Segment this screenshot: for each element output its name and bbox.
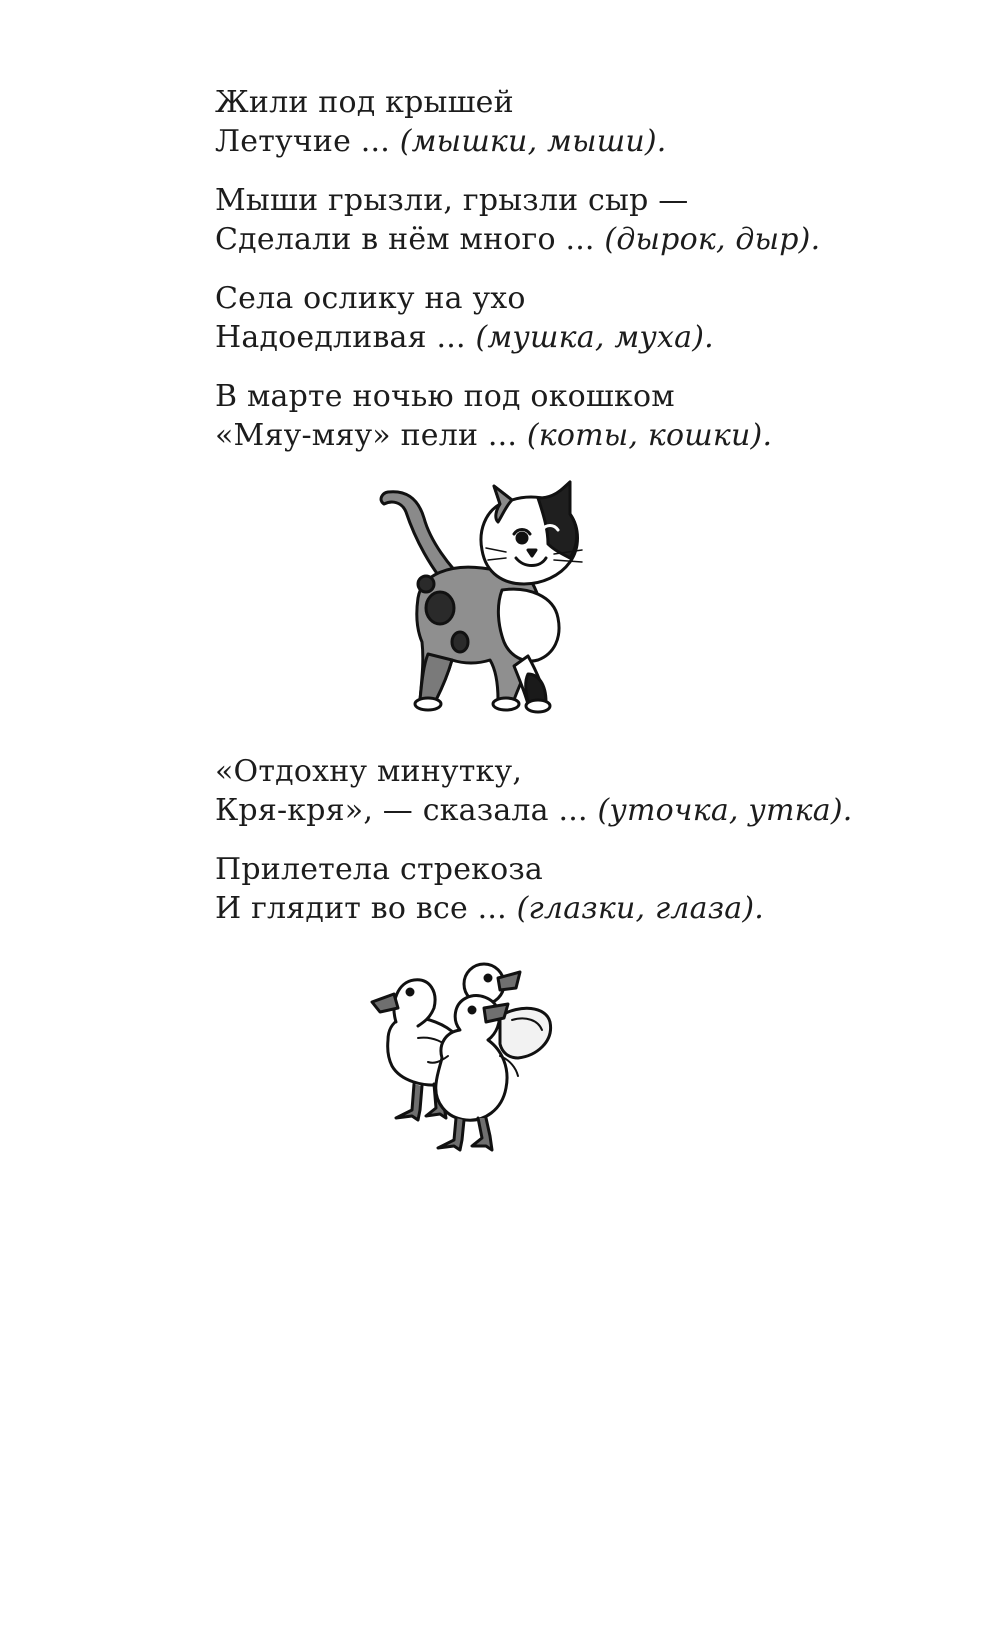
verse-lead: Сделали в нём много ... (215, 222, 605, 257)
verse-line: Мыши грызли, грызли сыр — (215, 183, 689, 218)
verse-line (215, 889, 935, 928)
verse-line (215, 122, 935, 161)
verse-answer: (уточка, утка). (597, 793, 853, 828)
verse-lead: Летучие ... (215, 124, 400, 159)
verse-lead: Кря-кря», — сказала ... (215, 793, 598, 828)
verse-fly (215, 279, 935, 357)
verse-bats (215, 83, 935, 161)
verse-cats (215, 377, 935, 455)
verse-answer: (глазки, глаза). (516, 891, 764, 926)
verse-lead: Надоедливая ... (215, 320, 476, 355)
verse-line (215, 318, 935, 357)
verse-line: «Отдохну минутку, (215, 754, 523, 789)
verse-lead: И глядит во все ... (215, 891, 517, 926)
cat-illustration (378, 478, 600, 726)
verse-line (215, 416, 935, 455)
verses-top (215, 83, 935, 475)
verses-bottom (215, 752, 935, 948)
verse-dragonfly (215, 850, 935, 928)
verse-duck (215, 752, 935, 830)
verse-answer: (коты, кошки). (526, 418, 773, 453)
verse-line (215, 220, 935, 259)
verse-answer: (мышки, мыши). (399, 124, 667, 159)
verse-answer: (дырок, дыр). (604, 222, 821, 257)
verse-line: Села ослику на ухо (215, 281, 526, 316)
ducklings-illustration (360, 960, 575, 1160)
verse-line (215, 791, 935, 830)
verse-line: В марте ночью под окошком (215, 379, 675, 414)
verse-lead: «Мяу-мяу» пели ... (215, 418, 527, 453)
verse-cheese (215, 181, 935, 259)
verse-answer: (мушка, муха). (475, 320, 714, 355)
verse-line: Прилетела стрекоза (215, 852, 544, 887)
verse-line: Жили под крышей (215, 85, 514, 120)
